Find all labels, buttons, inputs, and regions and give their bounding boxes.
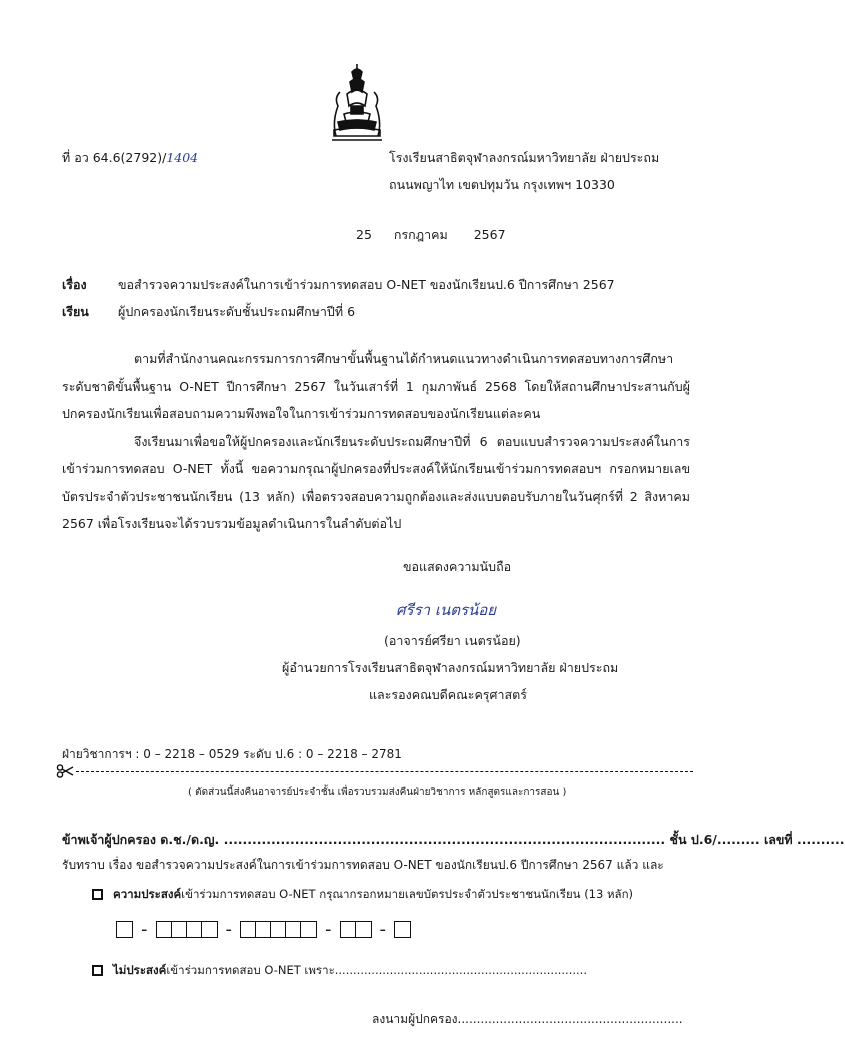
school-emblem — [328, 62, 386, 144]
cut-instruction: ( ตัดส่วนนี้ส่งคืนอาจารย์ประจำชั้น เพื่อรวบรวมส่งคืนฝ่ายวิชาการ หลักสูตรและการสอน ) — [188, 787, 567, 798]
reference-number: ที่ อว 64.6(2792)/1404 — [62, 150, 199, 165]
signer-title: ผู้อำนวยการโรงเรียนสาธิตจุฬาลงกรณ์มหาวิทยาลัย ฝ่ายประถม — [282, 660, 619, 675]
signer-name: (อาจารย์ศรียา เนตรน้อย) — [384, 633, 521, 648]
closing-salutation: ขอแสดงความนับถือ — [403, 559, 512, 574]
parent-signature-line: ลงนามผู้ปกครอง........................................................... — [372, 1012, 683, 1026]
option-decline[interactable]: ไม่ประสงค์เข้าร่วมการทดสอบ O-NET เพราะ..................................................................... — [92, 962, 587, 980]
letter-body — [62, 345, 690, 538]
decline-checkbox[interactable] — [92, 965, 103, 976]
id-box-group-1[interactable] — [116, 921, 133, 938]
reference-handwritten: 1404 — [166, 150, 199, 165]
school-address: ถนนพญาไท เขตปทุมวัน กรุงเทพฯ 10330 — [389, 177, 615, 192]
signer-title-2: และรองคณบดีคณะครุศาสตร์ — [369, 687, 527, 702]
school-name: โรงเรียนสาธิตจุฬาลงกรณ์มหาวิทยาลัย ฝ่ายประถม — [389, 150, 660, 165]
participate-checkbox[interactable] — [92, 889, 103, 900]
handwritten-signature: ศรีรา เนตรน้อย — [396, 601, 497, 619]
contact-numbers: ฝ่ายวิชาการฯ : 0 – 2218 – 0529 ระดับ ป.6 : 0 – 2218 – 2781 — [62, 747, 402, 761]
cut-line — [76, 771, 693, 772]
student-id-boxes[interactable]: - - - - — [116, 919, 411, 940]
recipient-line: เรียน ผู้ปกครองนักเรียนระดับชั้นประถมศึกษาปีที่ 6 — [62, 304, 356, 319]
body-paragraph-2: จึงเรียนมาเพื่อขอให้ผู้ปกครองและนักเรียนระดับประถมศึกษาปีที่ 6 ตอบแบบสำรวจความประสงค์ในการเข้าร่วมการทดสอบ O-NET ทั้งนี้ ขอความกรุณาผู้ปกครองที่ประสงค์ให้นักเรียนเข้าร่วมการทดสอบฯ กรอกหมายเลขบัตรประจำตัวประชาชนนักเรียน (13 หลัก) เพื่อตรวจสอบความถูกต้องและส่งแบบตอบรับภายในวันศุกร์ที่ 2 สิงหาคม 2567 เพื่อโรงเรียนจะได้รวบรวมข้อมูลดำเนินการในลำดับต่อไป — [62, 433, 690, 531]
subject-line: เรื่อง ขอสำรวจความประสงค์ในการเข้าร่วมการทดสอบ O-NET ของนักเรียนป.6 ปีการศึกษา 2567 — [62, 277, 615, 292]
letter-date: 25 กรกฎาคม 2567 — [356, 227, 506, 242]
option-participate[interactable]: ความประสงค์เข้าร่วมการทดสอบ O-NET กรุณากรอกหมายเลขบัตรประจำตัวประชาชนนักเรียน (13 หลัก) — [92, 886, 633, 904]
id-box-group-5[interactable] — [394, 921, 411, 938]
id-box-group-4[interactable] — [340, 921, 372, 938]
id-box-group-3[interactable] — [240, 921, 317, 938]
scissors-icon — [56, 764, 74, 781]
reply-student-line: ข้าพเจ้าผู้ปกครอง ด.ช./ด.ญ. ............................................................................................. ชั้น ป.6/......... เลขที่ .......... — [62, 832, 845, 847]
body-paragraph-1: ตามที่สำนักงานคณะกรรมการการศึกษาขั้นพื้นฐานได้กำหนดแนวทางดำเนินการทดสอบทางการศึกษาระดับชาติขั้นพื้นฐาน O-NET ปีการศึกษา 2567 ในวันเสาร์ที่ 1 กุมภาพันธ์ 2568 โดยให้สถานศึกษาประสานกับผู้ปกครองนักเรียนเพื่อสอบถามความพึงพอใจในการเข้าร่วมการทดสอบของนักเรียนแต่ละคน — [62, 351, 690, 421]
id-box-group-2[interactable] — [156, 921, 218, 938]
reply-acknowledge-line: รับทราบ เรื่อง ขอสำรวจความประสงค์ในการเข้าร่วมการทดสอบ O-NET ของนักเรียนป.6 ปีการศึกษา 2567 แล้ว และ — [62, 858, 664, 872]
